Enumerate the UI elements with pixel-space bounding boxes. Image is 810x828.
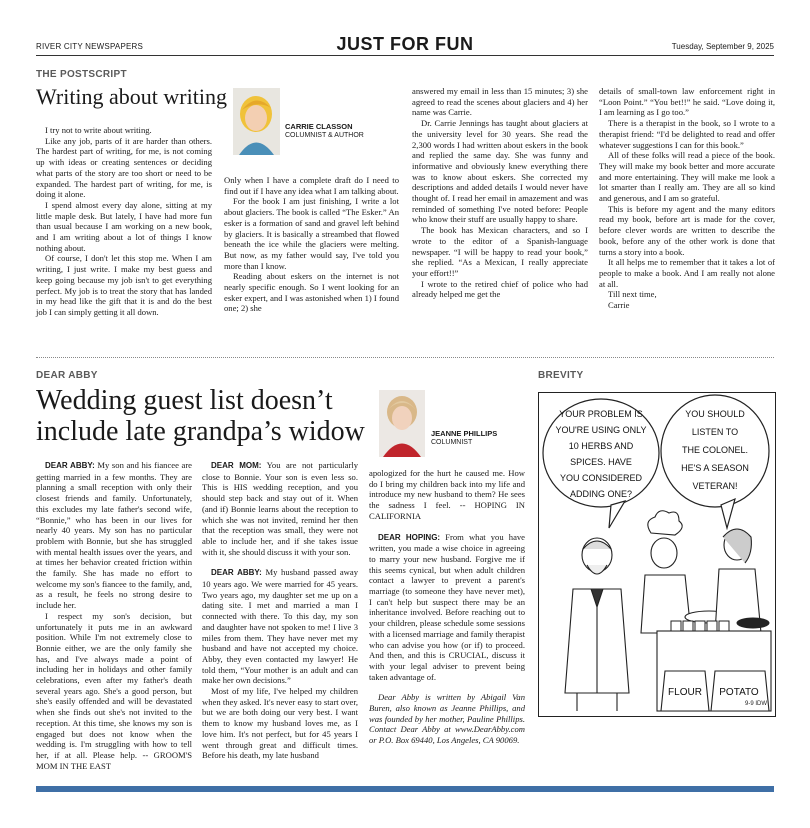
paragraph: I spend almost every day alone, sitting at my little maple desk. But lately, I have had more fun than usual because I am working on a new book, and I am writing about a lot of things I know nothing about. (36, 199, 212, 253)
postscript-label: THE POSTSCRIPT (36, 69, 127, 80)
paragraph: Carrie (608, 300, 630, 311)
colonel-figure (565, 538, 629, 711)
paragraph: answered my email in less than 15 minutes; 3) she agreed to read the scenes about glaciers and 4) her name was Carrie. (412, 86, 588, 118)
masthead-rule (36, 55, 774, 56)
paragraph: For the book I am just finishing, I write a lot about glaciers. The book is called “The Esker.” An esker is a formation of sand and gravel left behind by glaciers. It is basically a streambed that flowed beneath the ice while the glaciers were melting. But now, as my father would say, I've told you more than I know. (224, 196, 399, 271)
bubble-left-line: YOUR PROBLEM IS (559, 409, 643, 419)
postscript-column-3 (412, 86, 588, 300)
section-title: JUST FOR FUN (336, 34, 474, 54)
dearabby-headline: Wedding guest list doesn’t include late grandpa’s widow (36, 385, 365, 447)
paragraph: Like any job, parts of it are harder than others. The hardest part of writing, for me, is not coming up with ideas or creating sentences or deciding what parts of the story are too short or need to be expanded. The hardest part of writing, for me, is doing it alone. (36, 135, 212, 200)
letter-text: My husband passed away 10 years ago. We were married for 45 years. Two years ago, my daughter set me up on a dating site. I met and married a man I connected with there. To this day, my son and daughter have not spoken to me! I live 3 miles from them. They have never met my husband and have not accepted my choice. Abby, they even contacted my lawyer! He told them, “Your mother is an adult and can make her own decisions.” (202, 567, 358, 686)
section-divider (36, 357, 774, 358)
dearabby-column-1 (36, 460, 192, 771)
paragraph: Of course, I don't let this stop me. When I am writing, I just write. I make my best guess and keep going because my job isn't to get everything perfect. My job is to treat the story that has landed in my head like the gift that it is and do the best job I can simply getting it all down. (36, 253, 212, 317)
reply-text: You are not particularly close to Bonnie. Your son is even less so. This is HIS wedding reception, and you should step back and stay out of it. When (and if) Bonnie learns about the reception to which she was not invited, remind her then that the reception was small, they were not able to include her, and if she takes issue with it, she should discuss it with your son. (202, 460, 359, 557)
brevity-comic-panel (538, 392, 776, 717)
carrie-classon-photo (233, 88, 280, 155)
paragraph: I try not to write about writing. (45, 125, 152, 135)
bubble-right-line: LISTEN TO (691, 427, 739, 437)
paragraph: The book has Mexican characters, and so I wrote to the editor of a Spanish-language newspaper. “I will be happy to read your book,” she replied. “As a Mexican, I really appreciate your effort!!” (412, 225, 588, 278)
paragraph: apologized for the hurt he caused me. How do I bring my children back into my life and introduce my new husband to them? He sees the sadness I feel. -- HOPING IN CALIFORNIA (369, 468, 525, 521)
flour-sack-label: FLOUR (668, 687, 702, 698)
bubble-left-line: YOU'RE USING ONLY (555, 425, 647, 435)
dearabby-author-role: COLUMNIST (431, 439, 473, 446)
postscript-column-2 (224, 175, 399, 314)
letter-text: My son and his fiancee are getting married in a few months. They are planning a small reception with only their closest friends and family. Unfortunately, this excludes my late father's second wife, “Bonnie,” who has been in our lives for nearly 40 years. My son has no particular problem with Bonnie, but she has struggled with mental health issues over the years, and at times her behavior created friction within the family. She has made no effort to welcome my son's fiancee to the family, and, as a result, he feels no strong desire to include her. (36, 460, 192, 611)
dearabby-label: DEAR ABBY (36, 370, 98, 381)
postscript-column-1 (36, 125, 212, 318)
bubble-right-line: YOU SHOULD (685, 409, 745, 419)
publisher-name: RIVER CITY NEWSPAPERS (36, 42, 144, 51)
paragraph: I wrote to the retired chief of police who had already helped me get the (412, 278, 588, 300)
carrie-classon-portrait-image (233, 88, 280, 155)
column-footer-note: Dear Abby is written by Abigail Van Buren, also known as Jeanne Phillips, and was founded by her mother, Pauline Phillips. Contact Dear Abby at www.DearAbby.com or P.O. Box 69440, Los Angeles, CA 90069. (369, 692, 525, 746)
reply-salutation: DEAR HOPING: (378, 532, 441, 542)
bubble-right-line: THE COLONEL. (681, 445, 749, 455)
bubble-left-line: ADDING ONE? (569, 489, 633, 499)
potato-sack-label: POTATO (719, 687, 759, 698)
dearabby-column-2 (202, 460, 358, 761)
page-footer-bar (36, 786, 774, 792)
cartoonist-signature: 9-9 IDW (744, 701, 767, 707)
reply-text: From what you have written, you made a wise choice in agreeing to marry your new husband. Forgive me if this seems cynical, but when adult children contact a lawyer to prevent a parent's marriage (to someone they have never met), I can't help but suspect there may be an inheritance involved. Before reaching out to your children, please schedule some sessions with a licensed marriage and family therapist who can advise you how (or if) to proceed. And then, and this is CRUCIAL, discuss it with your legal adviser to prevent being taken advantage of. (369, 531, 525, 682)
paragraph: Only when I have a complete draft do I need to find out if I have any idea what I am talking about. (224, 175, 399, 196)
paragraph: details of small-town law enforcement right in “Loon Point.” “You bet!!” he said. “Love doing it, I am learning as I go too.” (599, 86, 775, 118)
paragraph: Dr. Carrie Jennings has taught about glaciers at the university level for 30 years. She read the 2,300 words I had written about eskers in the book and replied the same day. She was funny and informative and obviously knew everything there was to know about eskers. She corrected my descriptions and added details I would never have thought of. I read her email in amazement and was reminded of something I've noted before: People who know their stuff are usually happy to share. (412, 118, 588, 225)
paragraph: Reading about eskers on the internet is not nearly specific enough. So I went looking for an esker expert, and I was astonished when 1) I found one; 2) she (224, 271, 399, 314)
paragraph: Most of my life, I've helped my children when they asked. It's never easy to start over, but we are both doing our very best. I want them to know my husband loves me, as I love him. It's not perfect, but for 45 years I went through great and difficult times. Before his death, my late husband (202, 686, 358, 761)
bubble-left-line: YOU CONSIDERED (559, 473, 643, 483)
letter-salutation: DEAR ABBY: (45, 461, 95, 470)
woman-figure (715, 529, 761, 633)
bubble-right-line: VETERAN! (692, 481, 738, 491)
dearabby-author-name: JEANNE PHILLIPS (431, 429, 498, 438)
bubble-left-line: 10 HERBS AND (568, 441, 634, 451)
issue-date: Tuesday, September 9, 2025 (671, 42, 774, 51)
postscript-author-role: COLUMNIST & AUTHOR (285, 132, 364, 139)
paragraph: Till next time, (608, 289, 657, 300)
paragraph: I respect my son's decision, but unfortunately it puts me in an awkward position. While I'm not extremely close to Bonnie either, we are the only family she has, and I've always made a point of including her in holidays and other family celebrations, even after my father's death several years ago. She's a good person, but she's easily offended and will be devastated when she finds out she's not invited to the reception. At this time, she knows my son is engaged but does not know when the wedding is. I'm struggling with how to tell her, if at all. Please help. -- GROOM'S MOM IN THE EAST (36, 610, 192, 771)
bubble-left-line: SPICES. HAVE (570, 457, 632, 467)
dearabby-column-3 (369, 468, 525, 746)
reply-salutation: DEAR MOM: (211, 461, 262, 470)
postscript-author-name: CARRIE CLASSON (285, 122, 353, 131)
bubble-right-line: HE'S A SEASON (681, 463, 749, 473)
jeanne-phillips-portrait-image (379, 390, 425, 457)
postscript-column-4 (599, 86, 775, 311)
paragraph: This is before my agent and the many editors read my book, before art is made for the cover, before clever words are written to describe the book, before any of the other work is done that turns a story into a book. (599, 203, 775, 257)
letter-salutation: DEAR ABBY: (211, 568, 262, 578)
paragraph: There is a therapist in the book, so I wrote to a therapist friend: “I'd be delighted to read and offer whatever suggestions I can for this book.” (599, 118, 775, 150)
jeanne-phillips-photo (379, 390, 425, 457)
paragraph: All of these folks will read a piece of the book. They will make my book better and more accurate and more entertaining. They will make me look a lot smarter than I really am. They are all so kind and generous, and I am so grateful. (599, 150, 775, 204)
brevity-label: BREVITY (538, 370, 584, 381)
paragraph: It all helps me to remember that it takes a lot of people to make a book. And I am really not alone at all. (599, 257, 775, 289)
brevity-comic-drawing (539, 393, 775, 716)
postscript-headline: Writing about writing (36, 84, 227, 109)
